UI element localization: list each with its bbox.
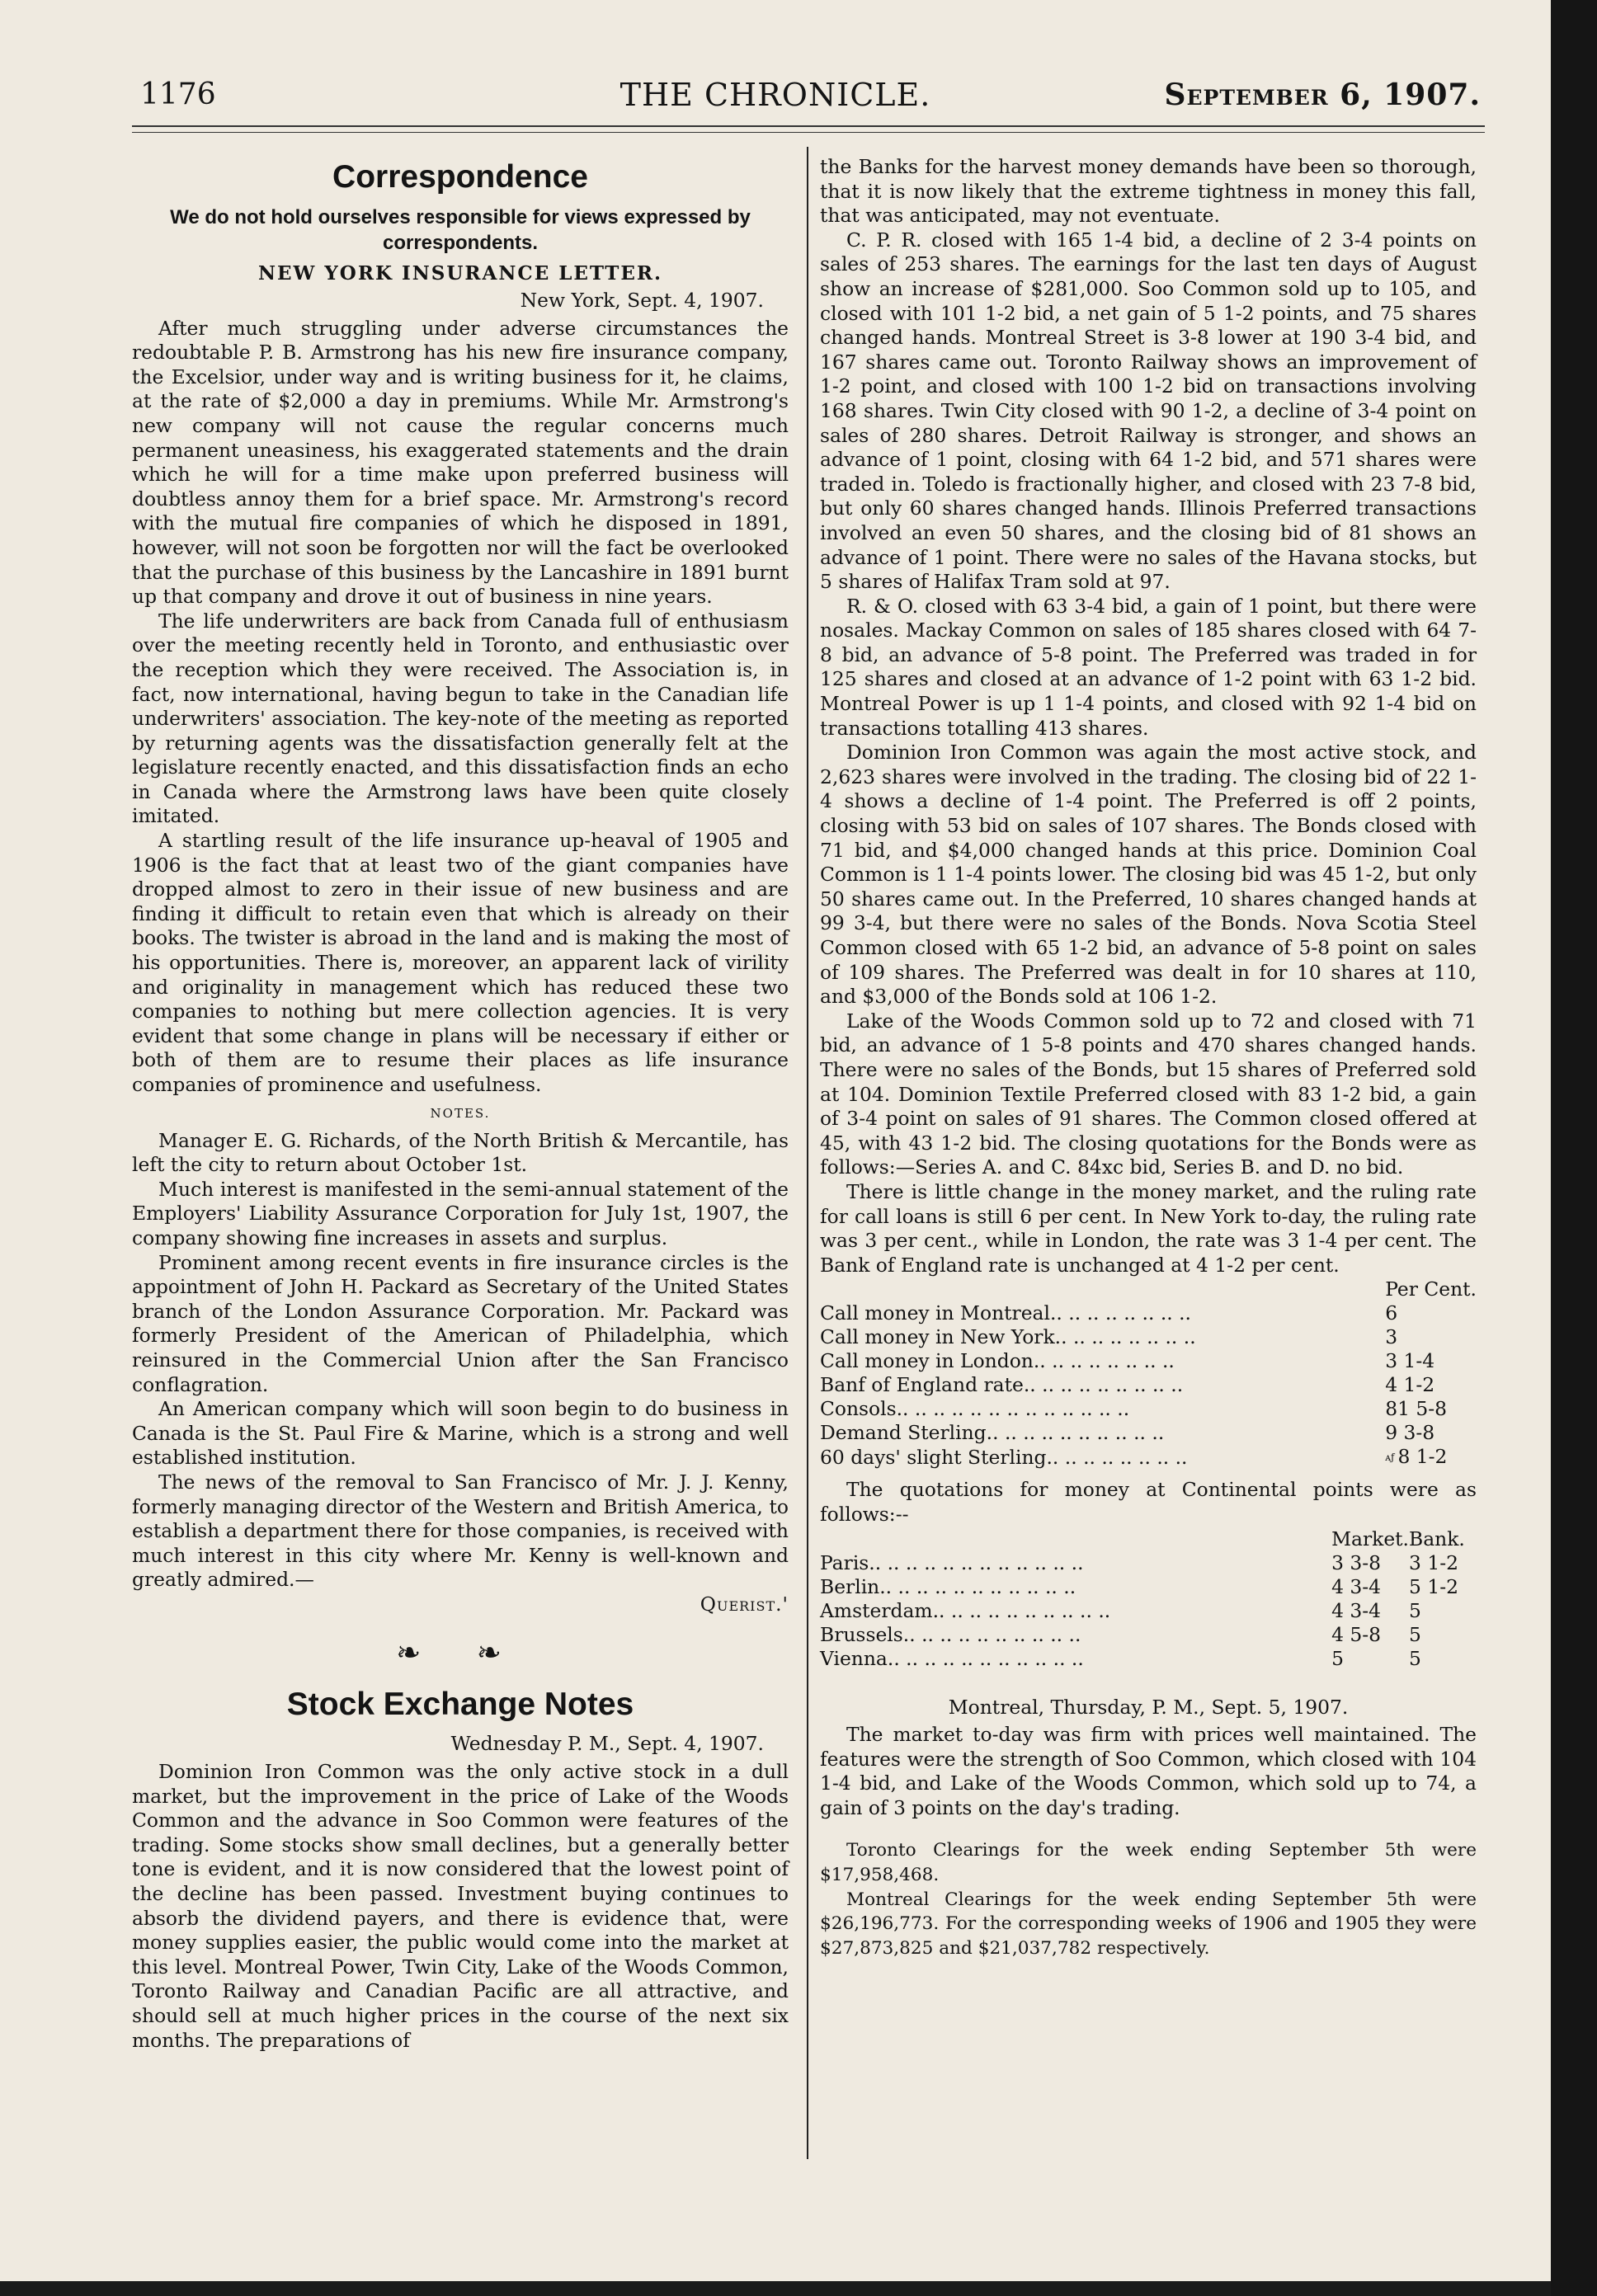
rate-value: 9 3-8 — [1385, 1421, 1435, 1445]
city-label: Vienna.. .. .. .. .. .. .. .. .. .. .. — [820, 1646, 1084, 1670]
table-row — [820, 1325, 1477, 1349]
section-title-correspondence: Correspondence — [332, 159, 588, 195]
city-label: Brussels.. .. .. .. .. .. .. .. .. .. — [820, 1622, 1081, 1646]
disclaimer: We do not hold ourselves responsible for views expressed by correspondents. — [170, 206, 751, 254]
market-rate: 5 — [1331, 1646, 1344, 1670]
article-paragraph: There is little change in the money market, and the ruling rate for call loans is still 6 per cent. In New York to-day, the ruling rate was 3 per cent., while in London, the rate was 3 1-4 per cent. The Bank of England rate is unchanged at 4 1-2 per cent. — [820, 1179, 1477, 1277]
rate-label: Call money in New York.. .. .. .. .. .. .. .. — [820, 1325, 1196, 1349]
city-label: Berlin.. .. .. .. .. .. .. .. .. .. .. — [820, 1574, 1076, 1598]
city-label: Paris.. .. .. .. .. .. .. .. .. .. .. .. — [820, 1550, 1084, 1574]
rate-label: Banf of England rate.. .. .. .. .. .. .. .. .. — [820, 1373, 1184, 1397]
table-row — [820, 1421, 1477, 1445]
column-divider — [807, 147, 808, 2159]
article-paragraph: The life underwriters are back from Canada full of enthusiasm over the meeting recently held in Toronto, and enthusiastic over the reception which they were received. The Association is, in fact, now international, having begun to take in the Canadian life underwriters' association. The key-note of the meeting as reported by returning agents was the dissatisfaction generally felt at the legislature recently enacted, and this dissatisfaction finds an echo in Canada where the Armstrong laws have been quite closely imitated. — [132, 609, 789, 828]
right-column — [820, 155, 1477, 1960]
article-paragraph: The quotations for money at Continental points were as follows:-- — [820, 1478, 1477, 1526]
article-paragraph: Dominion Iron Common was the only active stock in a dull market, but the improvement in the price of Lake of the Woods Common and the advance in Soo Common were features of the trading. Some stocks show small declines, but a generally better tone is evident, and it is now considered that the lowest point of the decline has been passed. Investment buying continues to absorb the dividend payers, and there is evidence that, were money supplies easier, the public would come into the market at this level. Montreal Power, Twin City, Lake of the Woods Common, Toronto Railway and Canadian Pacific are all attractive, and should sell at much higher prices in the course of the next six months. The preparations of — [132, 1760, 789, 2052]
bank-rate: 5 — [1409, 1646, 1421, 1670]
note-paragraph: Manager E. G. Richards, of the North British & Mercantile, has left the city to return about October 1st. — [132, 1128, 789, 1177]
table-header-row — [820, 1527, 1477, 1551]
table-row — [820, 1599, 1477, 1623]
article-paragraph: R. & O. closed with 63 3-4 bid, a gain of 1 point, but there were nosales. Mackay Common on sales of 185 shares closed with 64 7-8 bid, an advance of 5-8 point. The Preferred was traded in for 125 shares and closed at an advance of 1-2 point with 63 1-2 bid. Montreal Power is up 1 1-4 points, and closed with 92 1-4 bid on transactions totalling 413 shares. — [820, 594, 1477, 740]
bank-rate: 5 — [1409, 1598, 1421, 1622]
article-paragraph: Dominion Iron Common was again the most active stock, and 2,623 shares were involved in the trading. The closing bid of 22 1-4 shows a decline of 1-4 point. The Preferred is off 2 points, closing with 53 bid on sales of 107 shares. The Bonds closed with 71 bid, and $4,000 changed hands at this price. Dominion Coal Common is 1 1-4 points lower. The closing bid was 45 1-2, but only 50 shares came out. In the Preferred, 10 shares changed hands at 99 3-4, but there were no sales of the Bonds. Nova Scotia Steel Common closed with 65 1-2 bid, an advance of 5-8 point on sales of 109 shares. The Preferred was dealt in for 10 shares at 110, and $3,000 of the Bonds sold at 106 1-2. — [820, 741, 1477, 1009]
stock-dateline: Wednesday P. M., Sept. 4, 1907. — [450, 1732, 764, 1756]
note-paragraph: An American company which will soon begin to do business in Canada is the St. Paul Fire & Marine, which is a strong and well established institution. — [132, 1397, 789, 1470]
bank-rate: 3 1-2 — [1409, 1550, 1458, 1574]
ornament-divider: ❧ ❧ — [396, 1636, 525, 1671]
issue-date: September 6, 1907. — [1164, 78, 1481, 112]
letter-title: NEW YORK INSURANCE LETTER. — [258, 262, 662, 285]
table-header-row — [820, 1277, 1477, 1301]
table-row — [820, 1647, 1477, 1671]
article-paragraph: A startling result of the life insurance up-heaval of 1905 and 1906 is the fact that at least two of the giant companies have dropped almost to zero in their issue of new business and are finding it difficult to retain even that which is already on their books. The twister is abroad in the land and is making the most of his opportunities. There is, moreover, an apparent lack of virility and originality in management which has reduced these two companies to nothing but mere collection agencies. It is very evident that some change in plans will be necessary if either or both of them are to resume their places as life insurance companies of prominence and usefulness. — [132, 829, 789, 1096]
note-paragraph: Prominent among recent events in fire insurance circles is the appointment of John H. Packard as Secretary of the United States branch of the London Assurance Corporation. Mr. Packard was formerly President of the American of Philadelphia, which reinsured in the Commercial Union after the San Francisco conflagration. — [132, 1250, 789, 1396]
table-row — [820, 1301, 1477, 1325]
correspondent-signature: Querist.' — [700, 1592, 789, 1616]
bank-rate: 5 — [1409, 1622, 1421, 1646]
section-title-stock-exchange: Stock Exchange Notes — [286, 1687, 634, 1723]
article-paragraph: C. P. R. closed with 165 1-4 bid, a decline of 2 3-4 points on sales of 253 shares. The earnings for the last ten days of August show an increase of $281,000. Soo Common sold up to 105, and closed with 101 1-2 bid, a net gain of 5 1-2 points, and 75 shares changed hands. Montreal Street is 3-8 lower at 190 3-4 bid, and 167 shares came out. Toronto Railway shows an improvement of 1-2 point, and closed with 100 1-2 bid on transactions involving 168 shares. Twin City closed with 90 1-2, a decline of 3-4 point on sales of 280 shares. Detroit Railway is stronger, and shows an advance of 1 point, closing with 64 1-2 bid, and 571 shares were traded in. Toledo is fractionally higher, and closed with 23 7-8 bid, but only 60 shares changed hands. Illinois Preferred transactions involved an even 50 shares, and the closing bid of 81 shows an advance of 1 point. There were no sales of the Havana stocks, but 5 shares of Halifax Tram sold at 97. — [820, 228, 1477, 594]
rate-value: 81 5-8 — [1385, 1397, 1448, 1421]
letter-dateline: New York, Sept. 4, 1907. — [520, 289, 764, 312]
rate-value: 3 1-4 — [1385, 1349, 1435, 1373]
header-rule — [132, 125, 1485, 127]
header-rule-thin — [132, 132, 1485, 133]
table-row — [820, 1349, 1477, 1373]
publication-title: THE CHRONICLE. — [619, 77, 931, 113]
stray-mark: ᴀƒ — [1385, 1451, 1395, 1464]
page-number: 1176 — [140, 78, 216, 111]
note-paragraph: The news of the removal to San Francisco of Mr. J. J. Kenny, formerly managing director of the Western and British America, to establish a department there for those companies, is received with much interest in this city where Mr. Kenny is well-known and greatly admired.— — [132, 1470, 789, 1592]
rate-label: Call money in London.. .. .. .. .. .. .. .. — [820, 1349, 1175, 1373]
article-paragraph: the Banks for the harvest money demands have been so thorough, that it is now likely that the extreme tightness in money this fall, that was anticipated, may not eventuate. — [820, 155, 1477, 228]
notes-heading: NOTES. — [430, 1105, 491, 1121]
rate-label: Call money in Montreal.. .. .. .. .. .. .. .. — [820, 1301, 1191, 1325]
clearings-paragraph: Toronto Clearings for the week ending September 5th were $17,958,468. — [820, 1840, 1477, 1886]
table-row — [820, 1623, 1477, 1647]
city-label: Amsterdam.. .. .. .. .. .. .. .. .. .. — [820, 1598, 1111, 1622]
column-header: Per Cent. — [1385, 1277, 1477, 1301]
rate-label: 60 days' slight Sterling.. .. .. .. .. .. .. .. — [820, 1445, 1188, 1469]
column-header: Market. — [1331, 1527, 1409, 1550]
clearings-paragraph: Montreal Clearings for the week ending September 5th were $26,196,773. For the corresponding weeks of 1906 and 1905 they were $27,873,825 and $21,037,782 respectively. — [820, 1889, 1477, 1959]
rate-value: 3 — [1385, 1325, 1398, 1349]
table-row — [820, 1397, 1477, 1421]
continental-rates-table — [820, 1527, 1477, 1671]
table-row — [820, 1551, 1477, 1575]
market-rate: 3 3-8 — [1331, 1550, 1382, 1574]
market-rate: 4 5-8 — [1331, 1622, 1382, 1646]
rate-label: Demand Sterling.. .. .. .. .. .. .. .. .. .. — [820, 1421, 1165, 1445]
article-paragraph: The market to-day was firm with prices well maintained. The features were the strength of Soo Common, which closed with 104 1-4 bid, and Lake of the Woods Common, which sold up to 74, a gain of 3 points on the day's trading. — [820, 1723, 1477, 1819]
bank-rate: 5 1-2 — [1409, 1574, 1458, 1598]
money-rates-table — [820, 1277, 1477, 1470]
left-column — [132, 155, 789, 2053]
market-rate: 4 3-4 — [1331, 1574, 1382, 1598]
table-row — [820, 1373, 1477, 1397]
rate-value: 6 — [1385, 1301, 1398, 1325]
rate-value: 8 1-2 — [1397, 1445, 1448, 1469]
note-paragraph: Much interest is manifested in the semi-annual statement of the Employers' Liability Assurance Corporation for July 1st, 1907, the company showing fine increases in assets and surplus. — [132, 1177, 789, 1249]
thursday-dateline: Montreal, Thursday, P. M., Sept. 5, 1907. — [948, 1695, 1349, 1719]
article-paragraph: Lake of the Woods Common sold up to 72 and closed with 71 bid, an advance of 1 5-8 points and 470 shares changed hands. There were no sales of the Bonds, but 15 shares of Preferred sold at 104. Dominion Textile Preferred closed with 83 1-2 bid, a gain of 3-4 point on sales of 91 shares. The Common closed offered at 45, with 43 1-2 bid. The closing quotations for the Bonds were as follows:—Series A. and C. 84xc bid, Series B. and D. no bid. — [820, 1009, 1477, 1179]
rate-label: Consols.. .. .. .. .. .. .. .. .. .. .. .. .. — [820, 1397, 1130, 1421]
article-paragraph: After much struggling under adverse circumstances the redoubtable P. B. Armstrong has his new fire insurance company, the Excelsior, under way and is writing business for it, he claims, at the rate of $2,000 a day in premiums. While Mr. Armstrong's new company will not cause the regular concerns much permanent uneasiness, his exaggerated statements and the drain which he will for a time make upon preferred business will doubtless annoy them for a brief space. Mr. Armstrong's record with the mutual fire companies of which he disposed in 1891, however, will not soon be forgotten nor will the fact be overlooked that the purchase of this business by the Lancashire in 1891 burnt up that company and drove it out of business in nine years. — [132, 316, 789, 609]
table-row — [820, 1445, 1477, 1470]
rate-value: 4 1-2 — [1385, 1373, 1435, 1397]
table-row — [820, 1575, 1477, 1599]
market-rate: 4 3-4 — [1331, 1598, 1382, 1622]
column-header: Bank. — [1409, 1527, 1465, 1550]
